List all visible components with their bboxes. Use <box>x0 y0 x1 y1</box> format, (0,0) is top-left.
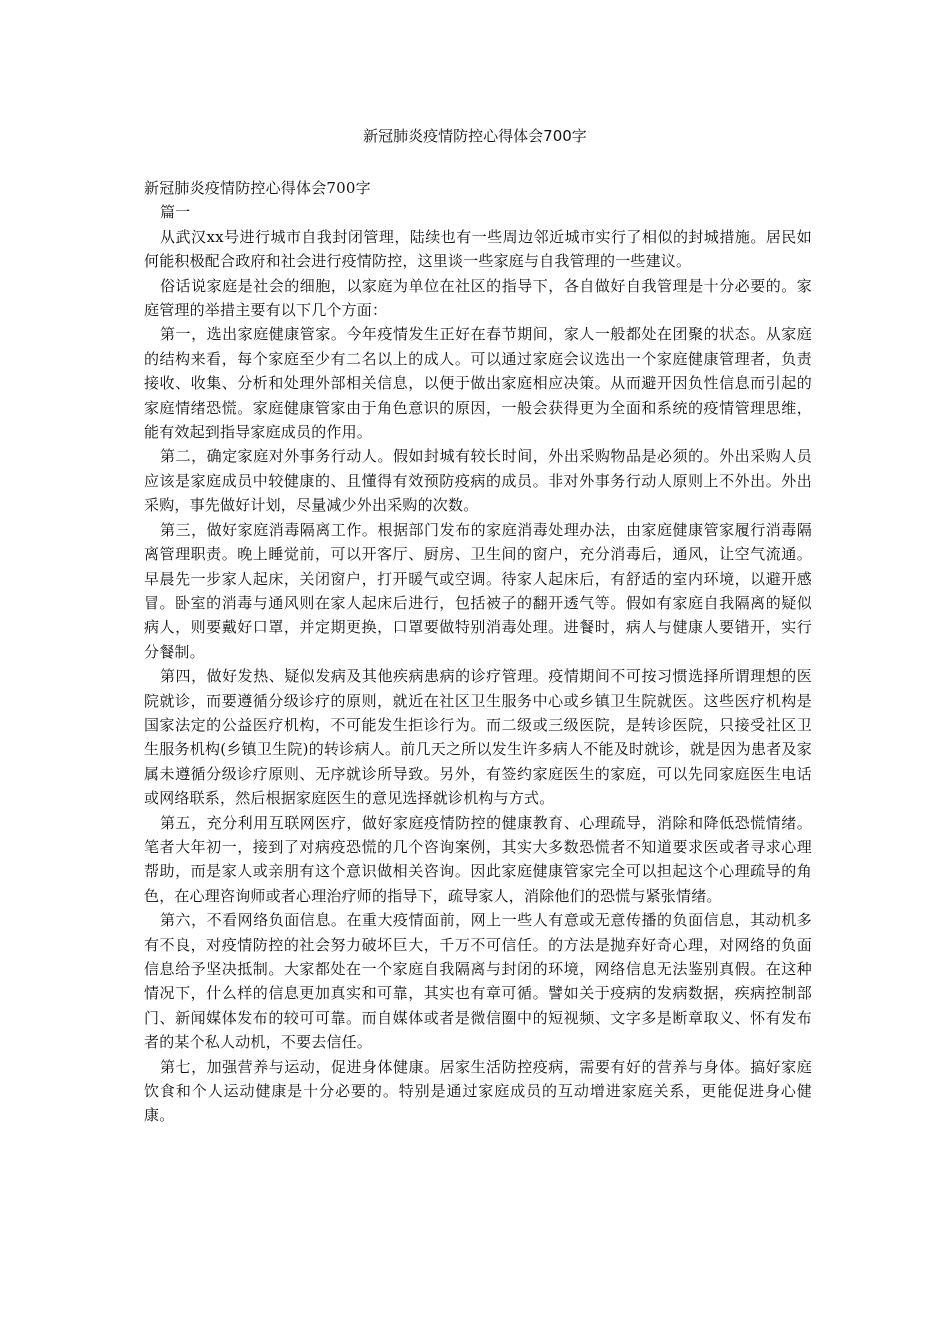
section-label: 篇一 <box>160 203 191 222</box>
paragraph-point-2: 第二，确定家庭对外事务行动人。假如封城有较长时间，外出采购物品是必须的。外出采购人员应该是家庭成员中较健康的、且懂得有效预防疫病的成员。非对外事务行动人原则上不外出。外出采购，事先做好计划，尽量减少外出采购的次数。 <box>144 447 812 515</box>
paragraph-intro: 从武汉xx号进行城市自我封闭管理，陆续也有一些周边邻近城市实行了相似的封城措施。居民如何能积极配合政府和社会进行疫情防控，这里谈一些家庭与自我管理的一些建议。 <box>144 227 812 271</box>
document-subtitle: 新冠肺炎疫情防控心得体会700字 <box>144 179 371 197</box>
document-body <box>144 176 812 1128</box>
paragraph-point-6: 第六，不看网络负面信息。在重大疫情面前，网上一些人有意或无意传播的负面信息，其动机多有不良，对疫情防控的社会努力破坏巨大，千万不可信任。的方法是抛弃好奇心理，对网络的负面信息给予坚决抵制。大家都处在一个家庭自我隔离与封闭的环境，网络信息无法鉴别真假。在这种情况下，什么样的信息更加真实和可靠，其实也有章可循。譬如关于疫病的发病数据，疾病控制部门、新闻媒体发布的较可可靠。而自媒体或者是微信圈中的短视频、文字多是断章取义、怀有发布者的某个私人动机，不要去信任。 <box>144 911 812 1052</box>
paragraph-point-7: 第七，加强营养与运动，促进身体健康。居家生活防控疫病，需要有好的营养与身体。搞好家庭饮食和个人运动健康是十分必要的。特别是通过家庭成员的互动增进家庭关系，更能促进身心健康。 <box>144 1057 812 1125</box>
paragraph-point-1: 第一，选出家庭健康管家。今年疫情发生正好在春节期间，家人一般都处在团聚的状态。从家庭的结构来看，每个家庭至少有二名以上的成人。可以通过家庭会议选出一个家庭健康管理者，负责接收、收集、分析和处理外部相关信息，以便于做出家庭相应决策。从而避开因负性信息而引起的家庭情绪恐慌。家庭健康管家由于角色意识的原因，一般会获得更为全面和系统的疫情管理思维，能有效起到指导家庭成员的作用。 <box>144 325 812 442</box>
paragraph-family-overview: 俗话说家庭是社会的细胞，以家庭为单位在社区的指导下，各自做好自我管理是十分必要的。家庭管理的举措主要有以下几个方面： <box>144 276 812 320</box>
document-title: 新冠肺炎疫情防控心得体会700字 <box>363 127 587 145</box>
paragraph-point-4: 第四，做好发热、疑似发病及其他疾病患病的诊疗管理。疫情期间不可按习惯选择所谓理想的医院就诊，而要遵循分级诊疗的原则，就近在社区卫生服务中心或乡镇卫生院就医。这些医疗机构是国家法定的公益医疗机构，不可能发生拒诊行为。而二级或三级医院，是转诊医院，只接受社区卫生服务机构(乡镇卫生院)的转诊病人。前几天之所以发生许多病人不能及时就诊，就是因为患者及家属未遵循分级诊疗原则、无序就诊所导致。另外，有签约家庭医生的家庭，可以先同家庭医生电话或网络联系，然后根据家庭医生的意见选择就诊机构与方式。 <box>144 667 812 808</box>
paragraph-point-5: 第五，充分利用互联网医疗，做好家庭疫情防控的健康教育、心理疏导，消除和降低恐慌情绪。笔者大年初一，接到了对病疫恐慌的几个咨询案例，其实大多数恐慌者不知道要求医或者寻求心理帮助，而是家人或亲朋有这个意识做相关咨询。因此家庭健康管家完全可以担起这个心理疏导的角色，在心理咨询师或者心理治疗师的指导下，疏导家人，消除他们的恐慌与紧张情绪。 <box>144 813 812 905</box>
paragraph-point-3: 第三，做好家庭消毒隔离工作。根据部门发布的家庭消毒处理办法，由家庭健康管家履行消毒隔离管理职责。晚上睡觉前，可以开客厅、厨房、卫生间的窗户，充分消毒后，通风，让空气流通。早晨先一步家人起床，关闭窗户，打开暖气或空调。待家人起床后，有舒适的室内环境，以避开感冒。卧室的消毒与通风则在家人起床后进行，包括被子的翻开透气等。假如有家庭自我隔离的疑似病人，则要戴好口罩，并定期更换，口罩要做特别消毒处理。进餐时，病人与健康人要错开，实行分餐制。 <box>144 520 812 661</box>
